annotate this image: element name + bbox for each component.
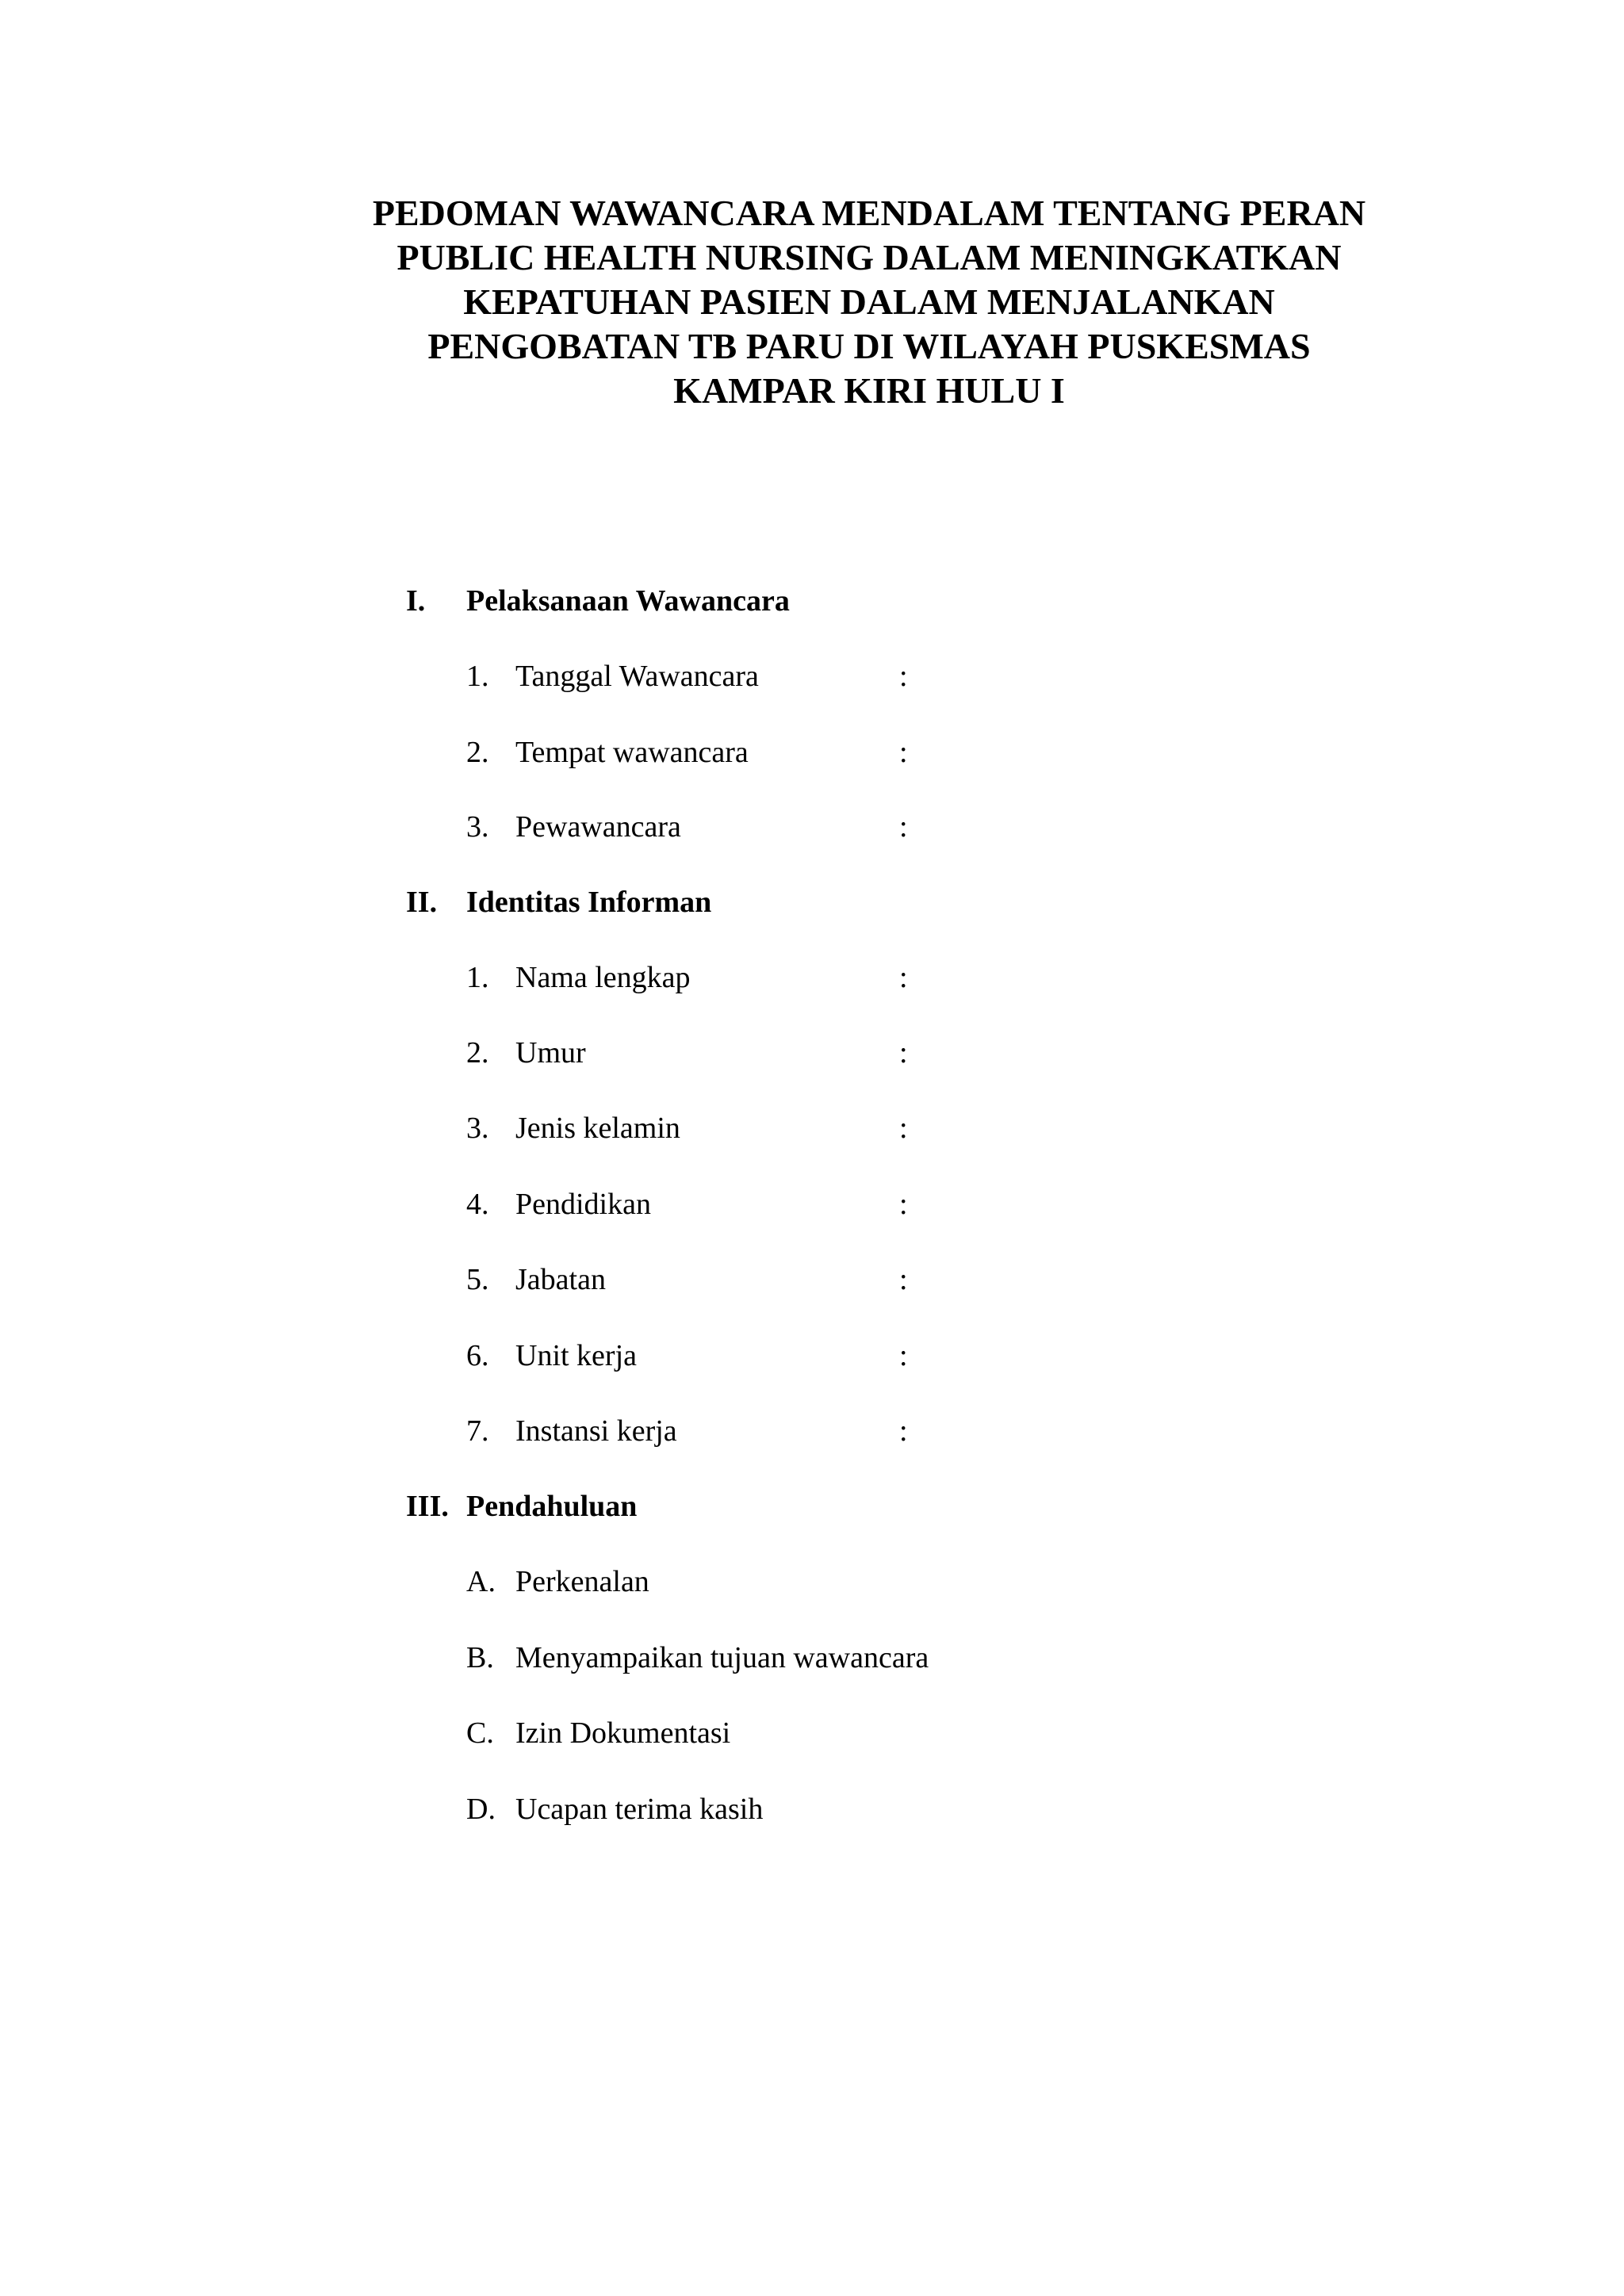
item-number: 3. <box>466 1112 489 1145</box>
item-colon: : <box>899 1188 908 1221</box>
item-number: 2. <box>466 1036 489 1070</box>
item-colon: : <box>899 1036 908 1070</box>
item-marker: B. <box>466 1641 494 1674</box>
item-label: Jabatan <box>515 1263 606 1296</box>
item-label: Tanggal Wawancara <box>515 660 759 693</box>
section-heading: Identitas Informan <box>466 886 712 919</box>
item-label: Izin Dokumentasi <box>515 1716 731 1750</box>
item-colon: : <box>899 961 908 994</box>
item-colon: : <box>899 1112 908 1145</box>
title-line: PEDOMAN WAWANCARA MENDALAM TENTANG PERAN <box>372 193 1366 233</box>
section-heading: Pelaksanaan Wawancara <box>466 584 790 618</box>
item-number: 4. <box>466 1188 489 1221</box>
item-marker: A. <box>466 1565 496 1598</box>
section-number: I. <box>406 584 426 618</box>
item-number: 1. <box>466 961 489 994</box>
item-marker: D. <box>466 1793 496 1826</box>
item-label: Perkenalan <box>515 1565 649 1598</box>
item-label: Menyampaikan tujuan wawancara <box>515 1641 929 1674</box>
item-label: Pendidikan <box>515 1188 651 1221</box>
section-number: II. <box>406 886 438 919</box>
item-number: 5. <box>466 1263 489 1296</box>
item-number: 2. <box>466 736 489 769</box>
item-number: 3. <box>466 810 489 844</box>
item-colon: : <box>899 660 908 693</box>
item-colon: : <box>899 1263 908 1296</box>
item-label: Tempat wawancara <box>515 736 749 769</box>
section-number: III. <box>406 1490 449 1523</box>
item-number: 6. <box>466 1339 489 1372</box>
item-colon: : <box>899 1339 908 1372</box>
item-label: Instansi kerja <box>515 1414 677 1448</box>
item-label: Pewawancara <box>515 810 681 844</box>
title-line: KAMPAR KIRI HULU I <box>673 370 1065 411</box>
title-line: KEPATUHAN PASIEN DALAM MENJALANKAN <box>463 281 1275 322</box>
item-label: Unit kerja <box>515 1339 638 1372</box>
item-marker: C. <box>466 1716 494 1750</box>
item-label: Umur <box>515 1036 586 1070</box>
item-number: 1. <box>466 660 489 693</box>
item-label: Jenis kelamin <box>515 1112 680 1145</box>
item-colon: : <box>899 810 908 844</box>
item-label: Nama lengkap <box>515 961 691 994</box>
section-heading: Pendahuluan <box>466 1490 638 1523</box>
item-colon: : <box>899 736 908 769</box>
item-colon: : <box>899 1414 908 1448</box>
document-title <box>257 191 1481 413</box>
item-label: Ucapan terima kasih <box>515 1793 764 1826</box>
item-number: 7. <box>466 1414 489 1448</box>
title-line: PUBLIC HEALTH NURSING DALAM MENINGKATKAN <box>396 237 1342 277</box>
title-line: PENGOBATAN TB PARU DI WILAYAH PUSKESMAS <box>427 326 1311 366</box>
